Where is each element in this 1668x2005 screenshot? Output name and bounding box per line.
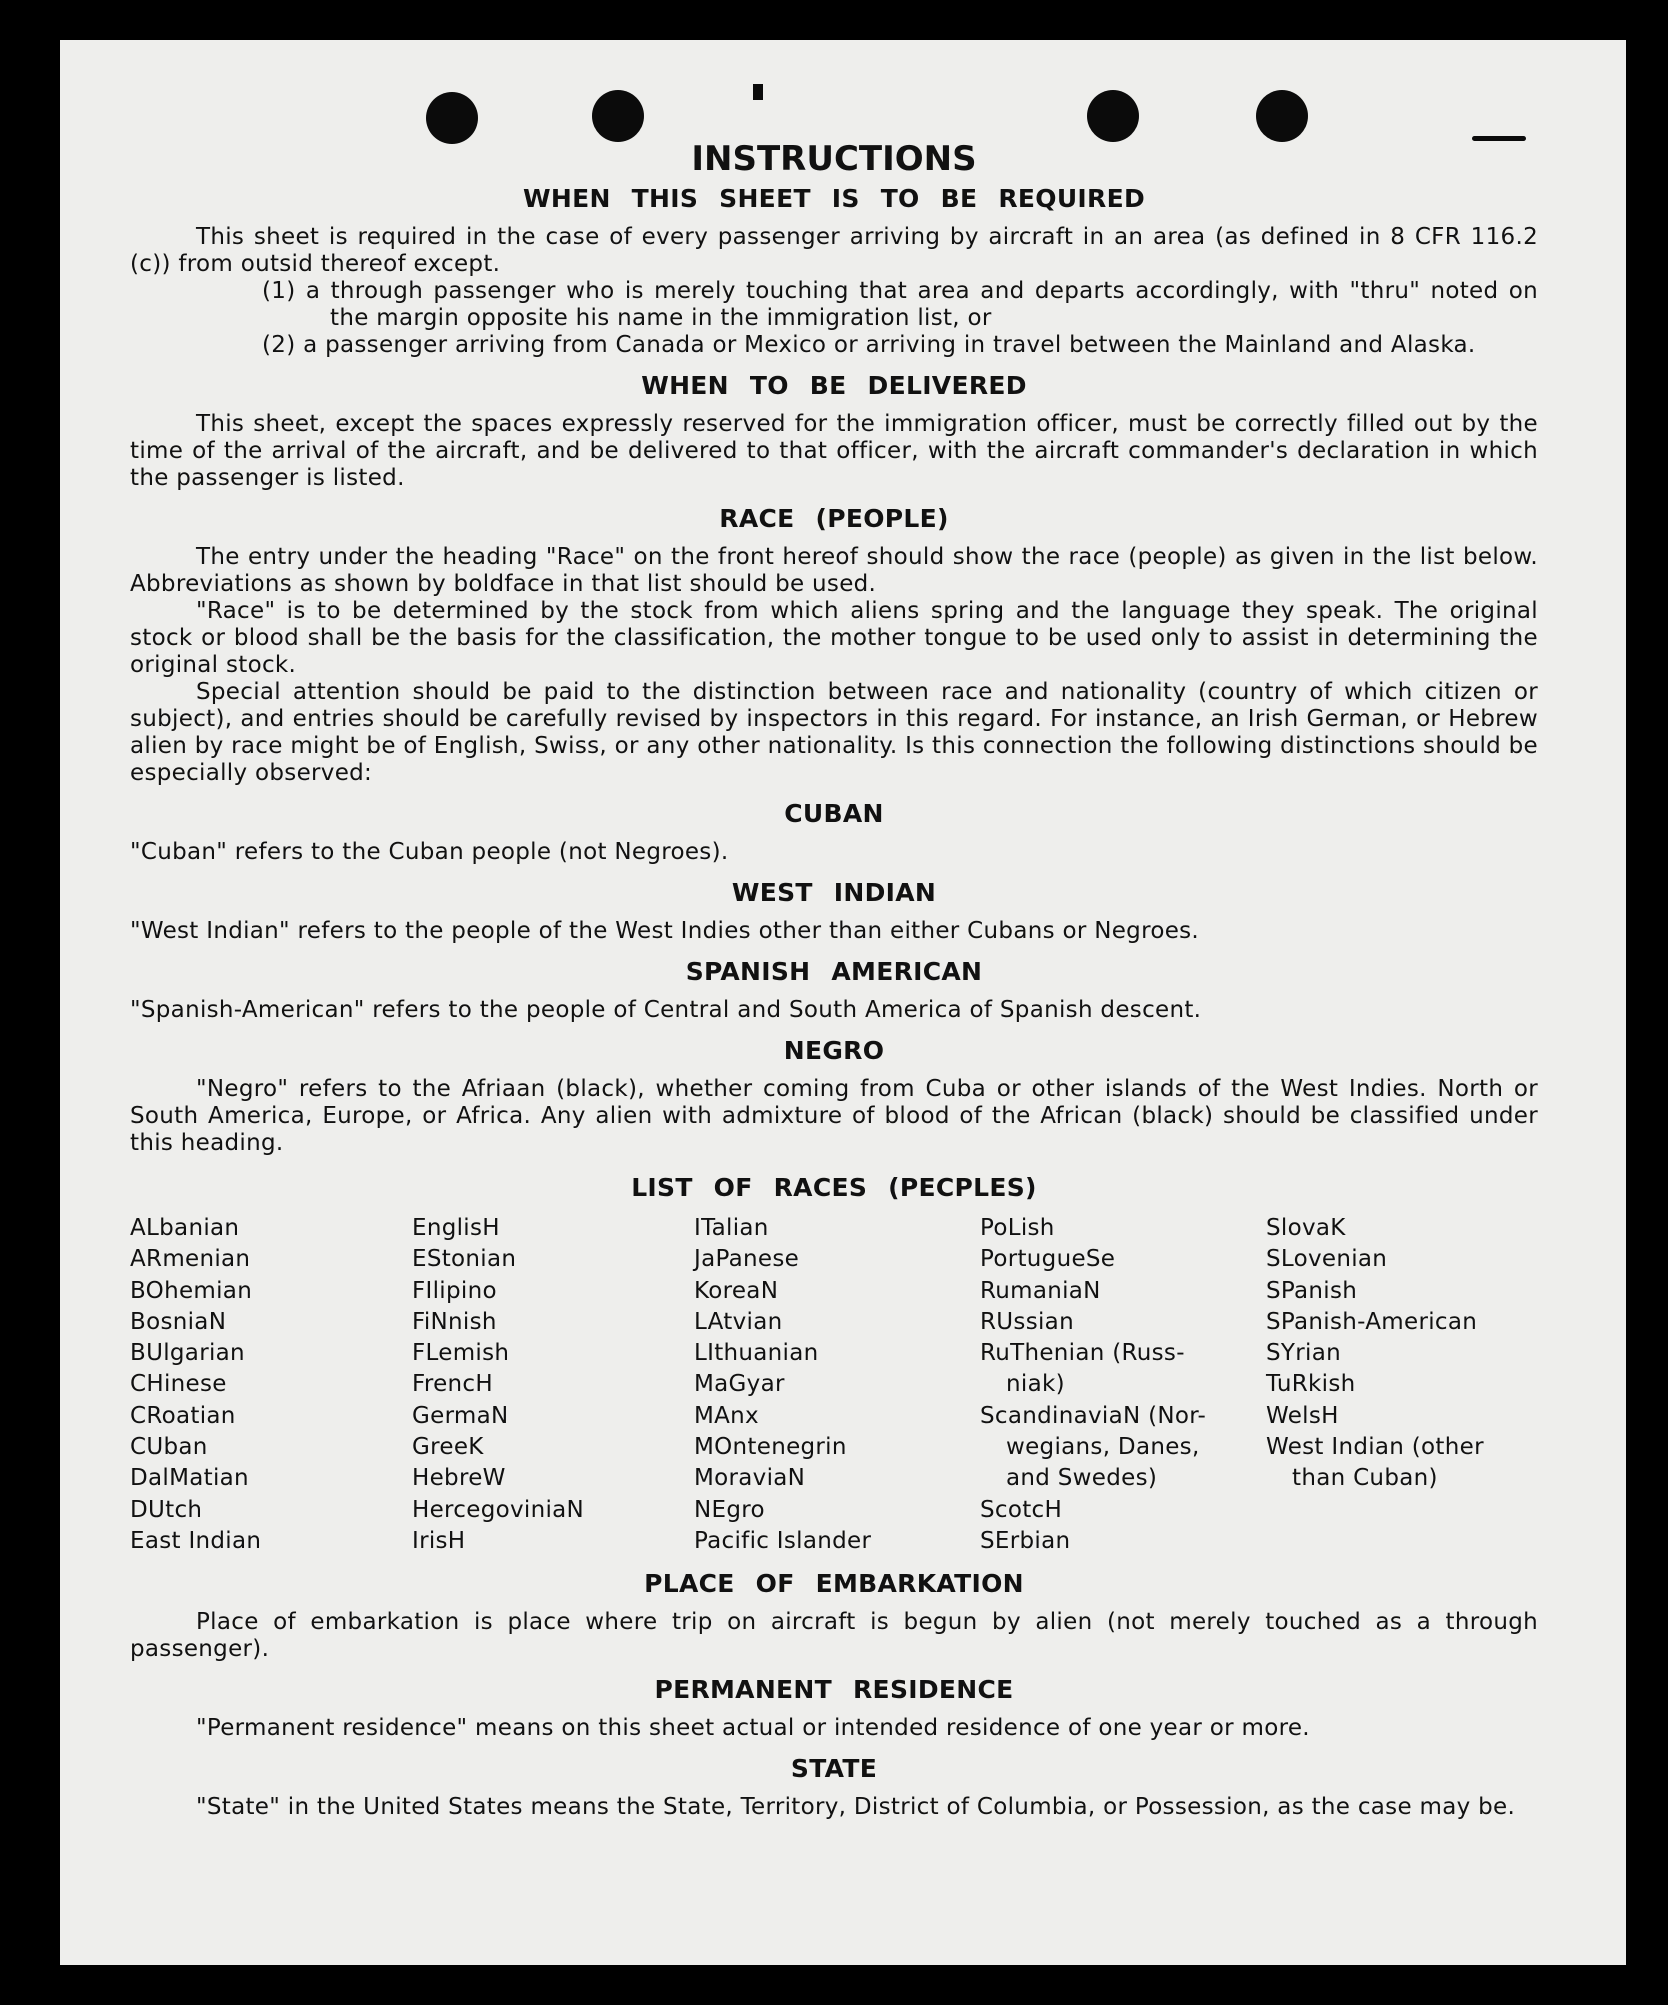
race-entry: KoreaN — [694, 1277, 779, 1304]
race-entry: MaGyar — [694, 1371, 785, 1398]
race-entry: LIthuanian — [694, 1340, 819, 1367]
race-entry: FiNnish — [412, 1308, 497, 1335]
race-entry: SPanish-American — [1266, 1308, 1478, 1335]
instructions-body — [130, 138, 1538, 1821]
race-entry: ScandinaviaN (Nor- — [980, 1402, 1207, 1429]
race-entry: GermaN — [412, 1402, 509, 1429]
race-entry: BOhemian — [130, 1277, 253, 1304]
race-entry: ScotcH — [980, 1496, 1063, 1523]
race-entry: PortugueSe — [980, 1246, 1116, 1273]
race-entry: FIlipino — [412, 1277, 497, 1304]
race-entry: SYrian — [1266, 1340, 1341, 1367]
race-entry: FrencH — [412, 1371, 493, 1398]
race-entry: BosniaN — [130, 1308, 227, 1335]
race-entry: IrisH — [412, 1527, 466, 1554]
race-entry: RumaniaN — [980, 1277, 1101, 1304]
paragraph: "Spanish-American" refers to the people of Central and South America of Spanish descent. — [130, 997, 1202, 1023]
section-heading: WEST INDIAN — [731, 878, 937, 907]
race-entry: Pacific Islander — [694, 1527, 872, 1554]
races-list-heading: LIST OF RACES (PECPLES) — [631, 1173, 1037, 1202]
race-entry: PoLish — [980, 1215, 1055, 1241]
punch-hole — [1087, 90, 1139, 142]
race-entry: WelsH — [1266, 1402, 1339, 1429]
race-entry: West Indian (other — [1266, 1434, 1484, 1461]
race-entry: East Indian — [130, 1527, 262, 1554]
punch-hole — [426, 92, 478, 144]
section-heading: STATE — [790, 1754, 878, 1784]
race-entry: TuRkish — [1266, 1371, 1356, 1398]
ink-mark — [753, 84, 763, 100]
paragraph: "Race" is to be determined by the stock from which aliens spring and the language they speak. The original stock or blood shall be the basis for the classification, the mother tongue to be used only to assist in determining the original stock. — [130, 598, 1538, 678]
paragraph: This sheet is required in the case of every passenger arriving by aircraft in an area (as defined in 8 CFR 116.2 (c)) from outsid thereof except. — [130, 224, 1538, 277]
punch-hole — [592, 90, 644, 142]
section-heading: WHEN TO BE DELIVERED — [641, 371, 1027, 400]
race-entry: EnglisH — [412, 1215, 500, 1241]
paragraph: "State" in the United States means the State, Territory, District of Columbia, or Possession, as the case may be. — [196, 1794, 1516, 1821]
section-heading: PLACE OF EMBARKATION — [644, 1569, 1024, 1599]
races-list — [130, 1213, 1538, 1557]
race-entry-continued: wegians, Danes, — [1006, 1434, 1200, 1461]
race-entry-continued: and Swedes) — [1006, 1465, 1158, 1492]
paragraph: Special attention should be paid to the distinction between race and nationality (country of which citizen or subject), and entries should be carefully revised by inspectors in this regard. For instance, an Irish German, or Hebrew alien by race might be of English, Swiss, or any other nationality. Is this connection the following distinctions should be especially observed: — [130, 679, 1538, 786]
race-entry: SErbian — [980, 1527, 1071, 1554]
races-column — [1266, 1213, 1538, 1557]
paragraph: This sheet, except the spaces expressly reserved for the immigration officer, must be correctly filled out by the time of the arrival of the aircraft, and be delivered to that officer, with the aircraft commander's declaration in which the passenger is listed. — [130, 411, 1538, 491]
paragraph: The entry under the heading "Race" on the front hereof should show the race (people) as given in the list below. Abbreviations as shown by boldface in that list should be used. — [130, 544, 1538, 597]
race-entry: ALbanian — [130, 1215, 240, 1241]
race-entry-continued: than Cuban) — [1292, 1465, 1438, 1492]
paragraph: Place of embarkation is place where trip on aircraft is begun by alien (not merely touched as a through passenger). — [130, 1609, 1538, 1663]
race-entry: MOntenegrin — [694, 1434, 847, 1461]
section-heading: WHEN THIS SHEET IS TO BE REQUIRED — [522, 184, 1146, 213]
race-entry: SPanish — [1266, 1277, 1358, 1304]
races-column — [694, 1213, 980, 1557]
race-entry: RUssian — [980, 1308, 1074, 1335]
paragraph: "West Indian" refers to the people of the West Indies other than either Cubans or Negroes. — [130, 918, 1200, 944]
race-entry: GreeK — [412, 1434, 484, 1461]
race-entry: BUlgarian — [130, 1340, 245, 1367]
race-entry: MoraviaN — [694, 1465, 806, 1492]
race-entry: SlovaK — [1266, 1215, 1346, 1241]
race-entry: NEgro — [694, 1496, 765, 1523]
race-entry: CUban — [130, 1434, 208, 1461]
race-entry-continued: niak) — [1006, 1371, 1065, 1398]
races-column — [412, 1213, 694, 1557]
section-heading: PERMANENT RESIDENCE — [654, 1675, 1014, 1705]
race-entry: JaPanese — [694, 1246, 800, 1273]
paragraph: "Permanent residence" means on this sheet actual or intended residence of one year or more. — [196, 1715, 1310, 1742]
list-item: (2) a passenger arriving from Canada or Mexico or arriving in travel between the Mainland and Alaska. — [262, 332, 1476, 358]
paragraph: "Cuban" refers to the Cuban people (not Negroes). — [130, 839, 729, 865]
race-entry: ARmenian — [130, 1246, 251, 1273]
race-entry: FLemish — [412, 1340, 510, 1367]
race-entry: CRoatian — [130, 1402, 236, 1429]
list-item: (1) a through passenger who is merely touching that area and departs accordingly, with "thru" noted on the margin opposite his name in the immigration list, or — [262, 278, 1538, 331]
section-heading: CUBAN — [784, 799, 884, 828]
races-column — [980, 1213, 1266, 1557]
race-entry: LAtvian — [694, 1308, 783, 1335]
section-heading: NEGRO — [783, 1036, 885, 1065]
document-page — [60, 40, 1626, 1965]
race-entry: MAnx — [694, 1402, 759, 1429]
race-entry: DUtch — [130, 1496, 203, 1523]
race-entry: DalMatian — [130, 1465, 249, 1492]
race-entry: HebreW — [412, 1465, 506, 1492]
paragraph: "Negro" refers to the Afriaan (black), whether coming from Cuba or other islands of the West Indies. North or South America, Europe, or Africa. Any alien with admixture of blood of the African (black) should be classified under this heading. — [130, 1076, 1538, 1156]
races-column — [130, 1213, 412, 1557]
race-entry: ITalian — [694, 1215, 769, 1241]
section-heading: SPANISH AMERICAN — [685, 957, 983, 986]
race-entry: RuThenian (Russ- — [980, 1340, 1185, 1367]
race-entry: SLovenian — [1266, 1246, 1388, 1273]
race-entry: CHinese — [130, 1371, 227, 1398]
race-entry: HercegoviniaN — [412, 1496, 585, 1523]
page-title: INSTRUCTIONS — [691, 139, 977, 179]
race-entry: EStonian — [412, 1246, 517, 1273]
punch-hole — [1256, 90, 1308, 142]
section-heading: RACE (PEOPLE) — [719, 504, 949, 533]
